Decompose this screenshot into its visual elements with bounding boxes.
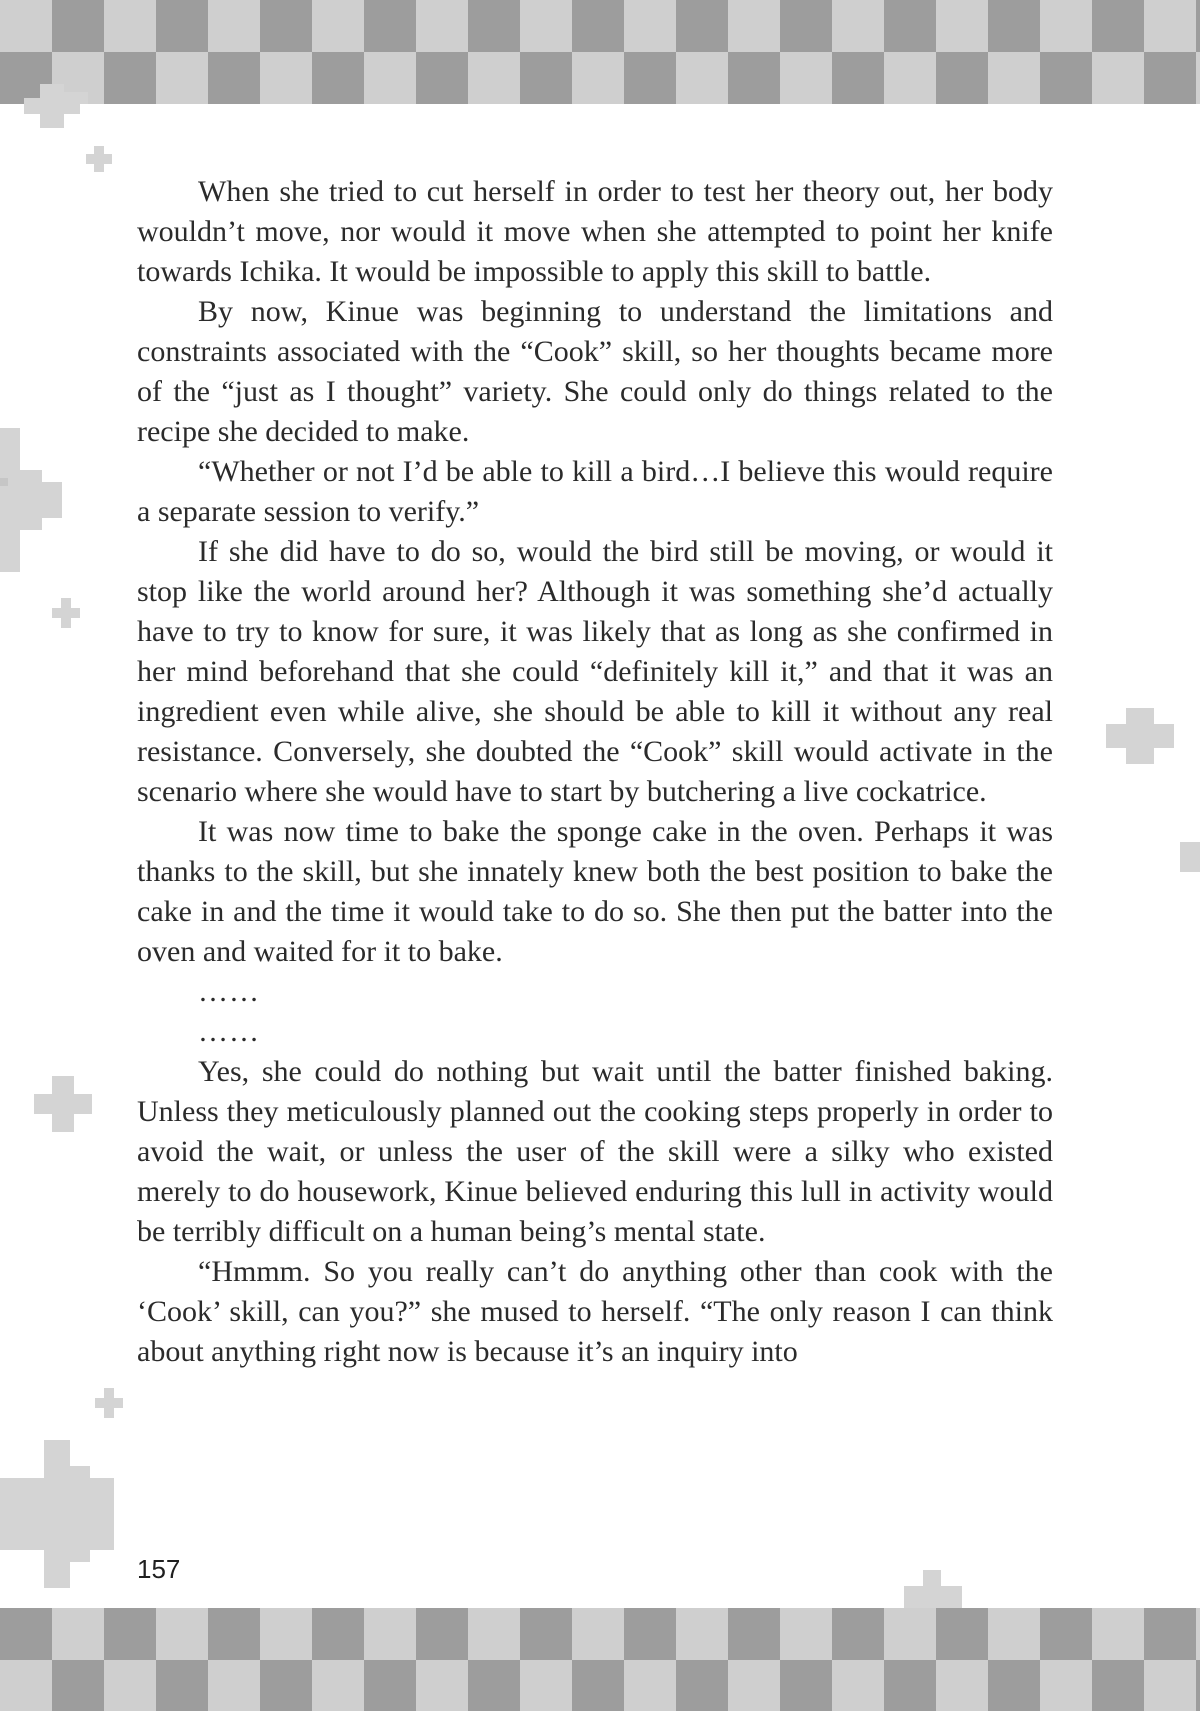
- checker-square: [780, 1608, 832, 1660]
- checker-square: [1144, 1608, 1196, 1660]
- checker-square: [468, 1608, 520, 1660]
- checker-square: [52, 1660, 104, 1711]
- paragraph: “Whether or not I’d be able to kill a bird…I believe this would require a separate session to verify.”: [137, 455, 1053, 528]
- checker-square: [208, 1608, 260, 1660]
- checker-square: [988, 1608, 1040, 1660]
- sparkle-icon: [34, 1076, 92, 1132]
- bottom-checker-border: [0, 1608, 1200, 1711]
- paragraph: Yes, she could do nothing but wait until the batter finished baking. Unless they meticulously planned out the cooking steps properly in order to avoid the wait, or unless the user of the skill were a silky who existed merely to do housework, Kinue believed enduring this lull in activity would be terribly difficult on a human being’s mental state.: [137, 1055, 1053, 1248]
- paragraph: “Hmmm. So you really can’t do anything other than cook with the ‘Cook’ skill, can you?” she mused to herself. “The only reason I can think about anything right now is because it’s an inquiry into: [137, 1255, 1053, 1368]
- checker-square: [1092, 1660, 1144, 1711]
- checker-square: [1196, 1608, 1200, 1660]
- checker-square: [936, 1608, 988, 1660]
- checker-square: [1040, 1660, 1092, 1711]
- sparkle-icon: [24, 84, 88, 128]
- checker-square: [104, 1660, 156, 1711]
- checker-square: [780, 1660, 832, 1711]
- checker-square: [832, 1660, 884, 1711]
- checker-square: [1196, 1660, 1200, 1711]
- ellipsis-line: ……: [198, 975, 260, 1008]
- checker-square: [104, 1608, 156, 1660]
- checker-square: [1092, 1608, 1144, 1660]
- sparkle-icon: [95, 1388, 123, 1418]
- checker-square: [832, 1608, 884, 1660]
- sparkle-icon: [0, 428, 62, 572]
- body-text: [137, 172, 1053, 1372]
- bottom-checker-pattern: [0, 1608, 1200, 1711]
- sparkle-icon: [1106, 708, 1174, 764]
- checker-square: [988, 1660, 1040, 1711]
- checker-square: [0, 1660, 52, 1711]
- checker-square: [468, 1660, 520, 1711]
- checker-square: [0, 1608, 52, 1660]
- paragraph: If she did have to do so, would the bird still be moving, or would it stop like the world around her? Although it was something she’d actually have to try to know for sure, it was likely that as long as she confirmed in her mind beforehand that she could “definitely kill it,” and that it was an ingredient even while alive, she should be able to kill it without any real resistance. Conversely, she doubted the “Cook” skill would activate in the scenario where she would have to start by butchering a live cockatrice.: [137, 535, 1053, 808]
- sparkle-icon: [1180, 842, 1200, 872]
- checker-square: [416, 1660, 468, 1711]
- checker-square: [52, 1608, 104, 1660]
- sparkle-icon: [86, 146, 112, 172]
- sparkle-icon: [52, 598, 80, 628]
- paragraph: It was now time to bake the sponge cake in the oven. Perhaps it was thanks to the skill, but she innately knew both the best position to bake the cake in and the time it would take to do so. She then put the batter into the oven and waited for it to bake.: [137, 815, 1053, 968]
- checker-square: [728, 1660, 780, 1711]
- checker-square: [156, 1608, 208, 1660]
- checker-square: [208, 1660, 260, 1711]
- checker-square: [312, 1608, 364, 1660]
- checker-square: [676, 1608, 728, 1660]
- checker-square: [520, 1608, 572, 1660]
- checker-square: [572, 1660, 624, 1711]
- page-number: 157: [137, 1554, 181, 1584]
- checker-square: [936, 1660, 988, 1711]
- checker-square: [624, 1608, 676, 1660]
- checker-square: [260, 1608, 312, 1660]
- paragraph: When she tried to cut herself in order to test her theory out, her body wouldn’t move, nor would it move when she attempted to point her knife towards Ichika. It would be impossible to apply this skill to battle.: [137, 175, 1053, 288]
- checker-square: [1040, 1608, 1092, 1660]
- checker-square: [624, 1660, 676, 1711]
- checker-square: [884, 1608, 936, 1660]
- checker-square: [364, 1608, 416, 1660]
- checker-square: [728, 1608, 780, 1660]
- checker-square: [156, 1660, 208, 1711]
- ellipsis-line: ……: [198, 1015, 260, 1048]
- checker-square: [312, 1660, 364, 1711]
- checker-square: [1144, 1660, 1196, 1711]
- checker-square: [884, 1660, 936, 1711]
- paragraph: By now, Kinue was beginning to understand the limitations and constraints associated with the “Cook” skill, so her thoughts became more of the “just as I thought” variety. She could only do things related to the recipe she decided to make.: [137, 295, 1053, 448]
- checker-square: [416, 1608, 468, 1660]
- checker-square: [572, 1608, 624, 1660]
- checker-square: [676, 1660, 728, 1711]
- checker-square: [364, 1660, 416, 1711]
- checker-square: [520, 1660, 572, 1711]
- sparkle-icon: [0, 1440, 114, 1588]
- checker-square: [260, 1660, 312, 1711]
